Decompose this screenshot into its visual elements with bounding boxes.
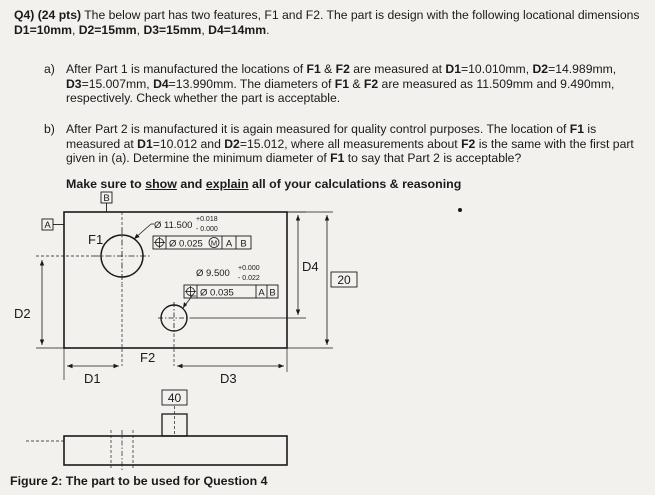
f2-tol-upper: +0.000 xyxy=(238,265,260,272)
part-a-m3: D3 xyxy=(66,76,82,91)
dim-d2 xyxy=(14,260,64,348)
note-mid: and xyxy=(180,177,203,191)
dim-d2-def: D2=15mm xyxy=(78,23,137,37)
f1-tol-upper: +0.018 xyxy=(196,216,218,223)
part-a-m2: D2 xyxy=(532,62,549,76)
part-b-label: b) xyxy=(44,122,55,136)
part-b-f2: F2 xyxy=(461,136,476,151)
part-a-f1b: F1 xyxy=(334,76,349,91)
part-a-f2b: F2 xyxy=(363,76,379,91)
part-b-v1: =10.012 and xyxy=(152,136,221,151)
dim-d3-def: D3=15mm xyxy=(143,23,202,37)
part-b-t1: After Part 2 is manufactured it is again measured for quality control purposes. The location of xyxy=(66,122,567,136)
part-b-f1: F1 xyxy=(569,122,585,136)
part-a-v1: =10.010mm, xyxy=(461,62,530,76)
question-intro: The below part has two features, F1 and F2. The part is design with the following locational dimensions xyxy=(84,8,640,22)
f2-feature-control-frame xyxy=(184,285,278,299)
f1-tol-lower: - 0.000 xyxy=(196,226,218,233)
f2-fcf-value: Ø 0.035 xyxy=(200,287,234,299)
f1-size: Ø 11.500 xyxy=(154,220,193,231)
f2-fcf-datum1: A xyxy=(258,287,265,299)
part-b-t4: to say that Part 2 is acceptable? xyxy=(347,151,522,166)
f2-label: F2 xyxy=(140,350,156,365)
f1-label: F1 xyxy=(88,232,104,247)
f1-leader xyxy=(134,224,151,239)
basic-thickness-value: 40 xyxy=(167,391,182,405)
f1-fcf-datum2: B xyxy=(240,238,247,250)
datum-a-box xyxy=(42,219,64,231)
dim-thickness-40 xyxy=(162,390,187,405)
dim-d3-label: D3 xyxy=(220,371,237,386)
f1-feature-control-frame xyxy=(153,236,251,250)
f1-fcf-datum1: A xyxy=(225,238,233,250)
dim-d1-label: D1 xyxy=(84,371,101,386)
f2-tol-lower: - 0.022 xyxy=(238,275,260,282)
part-b-t3: is the same with the first part given in (a). Determine the minimum diameter of xyxy=(66,136,634,166)
dim-d1 xyxy=(64,348,119,386)
f1-fcf-modifier: M xyxy=(210,238,218,248)
part-a-t1: After Part 1 is manufactured the locations of xyxy=(66,62,304,76)
note-explain: explain xyxy=(205,177,249,191)
part-a-t3: are measured as 11.509mm and 9.490mm, respectively. Check whether the part is acceptable. xyxy=(66,76,615,106)
note-post: all of your calculations & reasoning xyxy=(251,177,462,191)
part-a-t2: are measured at xyxy=(353,62,443,76)
datum-a-label: A xyxy=(44,220,51,231)
part-a-amp: & xyxy=(324,62,333,76)
part-a-amp2: & xyxy=(352,76,361,91)
f2-size: Ø 9.500 xyxy=(196,268,230,279)
feature-f2 xyxy=(158,302,190,366)
part-a-f1: F1 xyxy=(306,62,321,76)
question-label: Q4) (24 pts) xyxy=(14,8,82,22)
question-header: Q4) (24 pts) The below part has two features, F1 and F2. The part is design with the following locational dimensions D1=10mm, D2=15mm, D3=15mm, D4=14mm. xyxy=(14,8,640,37)
part-a-v4: =13.990mm. The diameters of xyxy=(168,76,332,91)
dim-d4-label: D4 xyxy=(302,259,319,274)
part-a-m4: D4 xyxy=(153,76,169,91)
figure-caption: Figure 2: The part to be used for Question 4 xyxy=(10,474,268,488)
dim-d4-def: D4=14mm xyxy=(208,23,267,37)
note-show: show xyxy=(145,177,177,191)
part-b-m2: D2 xyxy=(224,136,240,151)
part-b-v2: =15.012, where all measurements about xyxy=(239,136,458,151)
part-a-v2: =14.989mm, xyxy=(548,62,617,76)
dim-d1-def: D1=10mm xyxy=(14,23,72,37)
part-b-m1: D1 xyxy=(137,136,153,151)
f2-fcf-datum2: B xyxy=(269,287,276,299)
datum-b-box xyxy=(101,192,112,212)
dim-height-20 xyxy=(287,212,357,348)
part-a-v3: =15.007mm, xyxy=(81,76,150,91)
dim-d2-label: D2 xyxy=(14,306,31,321)
part-b-f1b: F1 xyxy=(330,151,345,166)
part-a-label: a) xyxy=(44,62,55,76)
side-view xyxy=(26,406,287,470)
part-b-t2: is measured at xyxy=(66,122,597,151)
note-pre: Make sure to xyxy=(66,177,142,191)
part-a-f2: F2 xyxy=(335,62,350,76)
datum-b-label: B xyxy=(103,193,110,204)
basic-height-value: 20 xyxy=(337,273,351,287)
part-a-m1: D1 xyxy=(445,62,462,76)
f1-fcf-value: Ø 0.025 xyxy=(169,238,203,250)
